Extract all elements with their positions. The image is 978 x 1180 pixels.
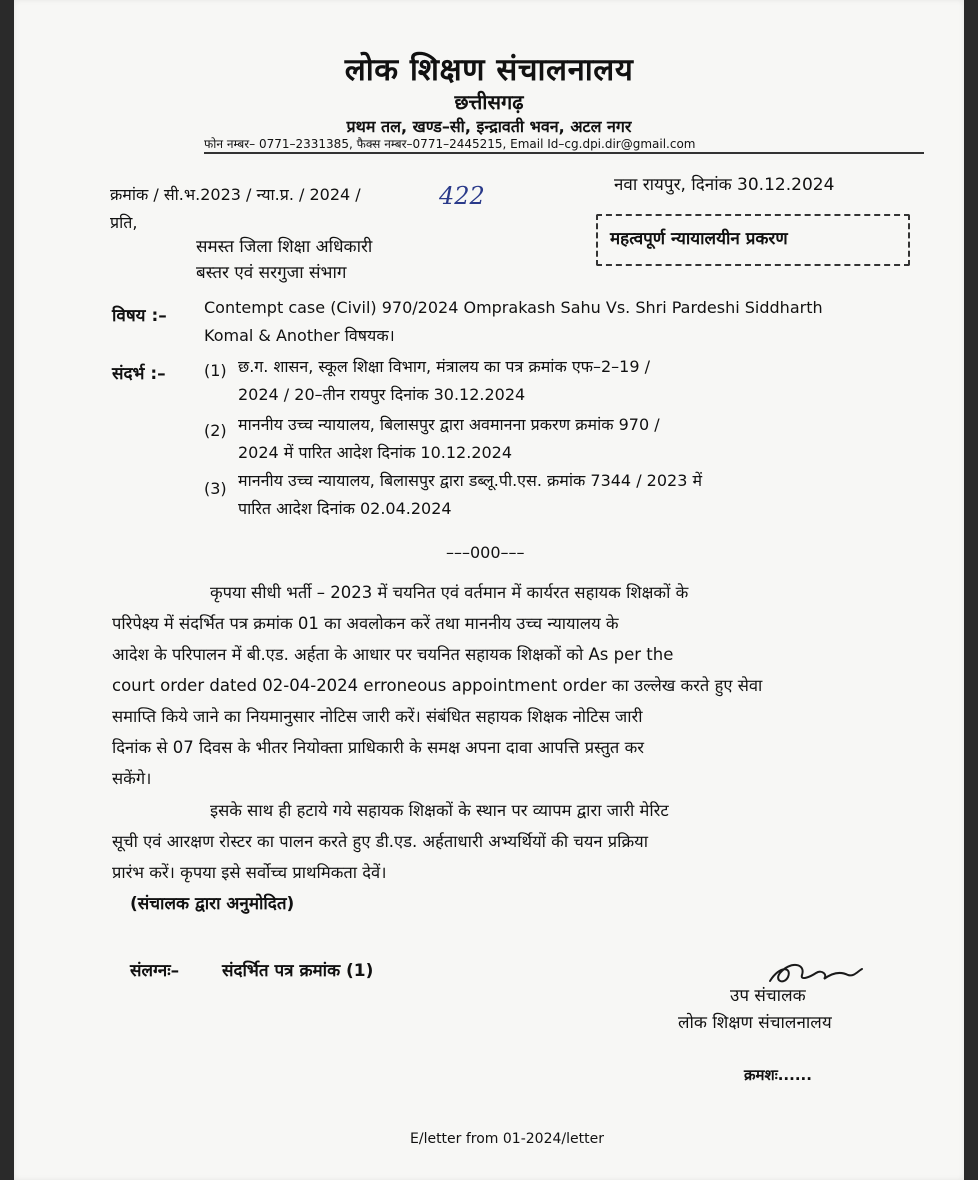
header-divider: [204, 152, 924, 154]
para1-line4: court order dated 02-04-2024 erroneous appointment order का उल्लेख करते हुए सेवा: [112, 676, 763, 695]
para1-line6: दिनांक से 07 दिवस के भीतर नियोक्ता प्राधिकारी के समक्ष अपना दावा आपत्ति प्रस्तुत कर: [112, 738, 644, 757]
state-name: छत्तीसगढ़: [454, 90, 524, 114]
separator: –––000–––: [446, 543, 525, 562]
reference-1-line2: 2024 / 20–तीन रायपुर दिनांक 30.12.2024: [238, 385, 526, 404]
enclosure-text: संदर्भित पत्र क्रमांक (1): [222, 961, 374, 981]
office-title: लोक शिक्षण संचालनालय: [344, 52, 634, 88]
reference-1-num: (1): [204, 361, 227, 380]
contact-line: फोन नम्बर– 0771–2331385, फैक्स नम्बर–0771–2445215, Email Id–cg.dpi.dir@gmail.com: [204, 137, 696, 151]
signatory-designation: उप संचालक: [730, 986, 806, 1006]
approval-note: (संचालक द्वारा अनुमोदित): [130, 894, 295, 914]
handwritten-number: 422: [439, 182, 485, 210]
subject-label: विषय :–: [112, 306, 167, 326]
reference-3-num: (3): [204, 479, 227, 498]
reference-1-line1: छ.ग. शासन, स्कूल शिक्षा विभाग, मंत्रालय का पत्र क्रमांक एफ–2–19 /: [238, 357, 651, 376]
recipient-line2: बस्तर एवं सरगुजा संभाग: [196, 263, 347, 283]
continuation-note: क्रमशः......: [744, 1066, 812, 1084]
important-case-label: महत्वपूर्ण न्यायालयीन प्रकरण: [610, 229, 788, 249]
subject-line1: Contempt case (Civil) 970/2024 Omprakash Sahu Vs. Shri Pardeshi Siddharth: [204, 298, 823, 317]
letter-sheet: [14, 0, 964, 1180]
para1-line2: परिपेक्ष्य में संदर्भित पत्र क्रमांक 01 का अवलोकन करें तथा माननीय उच्च न्यायालय के: [112, 614, 619, 633]
para1-line7: सकेंगे।: [112, 769, 152, 788]
reference-3-line2: पारित आदेश दिनांक 02.04.2024: [238, 499, 452, 518]
subject-line2: Komal & Another विषयक।: [204, 326, 395, 345]
recipient-line1: समस्त जिला शिक्षा अधिकारी: [196, 237, 373, 257]
reference-2-line2: 2024 में पारित आदेश दिनांक 10.12.2024: [238, 443, 513, 462]
para2-line2: सूची एवं आरक्षण रोस्टर का पालन करते हुए डी.एड. अर्हताधारी अभ्यर्थियों की चयन प्रक्रिया: [112, 832, 648, 851]
reference-3-line1: माननीय उच्च न्यायालय, बिलासपुर द्वारा डब्लू.पी.एस. क्रमांक 7344 / 2023 में: [238, 471, 703, 490]
signatory-office: लोक शिक्षण संचालनालय: [678, 1013, 832, 1033]
footer-reference: E/letter from 01-2024/letter: [410, 1131, 604, 1147]
para1-line1: कृपया सीधी भर्ती – 2023 में चयनित एवं वर्तमान में कार्यरत सहायक शिक्षकों के: [210, 583, 689, 602]
reference-2-line1: माननीय उच्च न्यायालय, बिलासपुर द्वारा अवमानना प्रकरण क्रमांक 970 /: [238, 415, 660, 434]
letter-number: क्रमांक / सी.भ.2023 / न्या.प्र. / 2024 /: [110, 185, 361, 204]
para1-line5: समाप्ति किये जाने का नियमानुसार नोटिस जारी करें। संबंधित सहायक शिक्षक नोटिस जारी: [112, 707, 643, 726]
references-label: संदर्भ :–: [112, 364, 166, 384]
para2-line1: इसके साथ ही हटाये गये सहायक शिक्षकों के स्थान पर व्यापम द्वारा जारी मेरिट: [210, 801, 669, 820]
reference-2-num: (2): [204, 421, 227, 440]
place-date: नवा रायपुर, दिनांक 30.12.2024: [614, 175, 835, 195]
enclosure-label: संलग्नः–: [130, 961, 180, 981]
to-label: प्रति,: [110, 213, 138, 232]
para2-line3: प्रारंभ करें। कृपया इसे सर्वोच्च प्राथमिकता देवें।: [112, 863, 387, 882]
office-address: प्रथम तल, खण्ड–सी, इन्द्रावती भवन, अटल नगर: [346, 117, 632, 136]
para1-line3: आदेश के परिपालन में बी.एड. अर्हता के आधार पर चयनित सहायक शिक्षकों को As per the: [112, 645, 674, 664]
